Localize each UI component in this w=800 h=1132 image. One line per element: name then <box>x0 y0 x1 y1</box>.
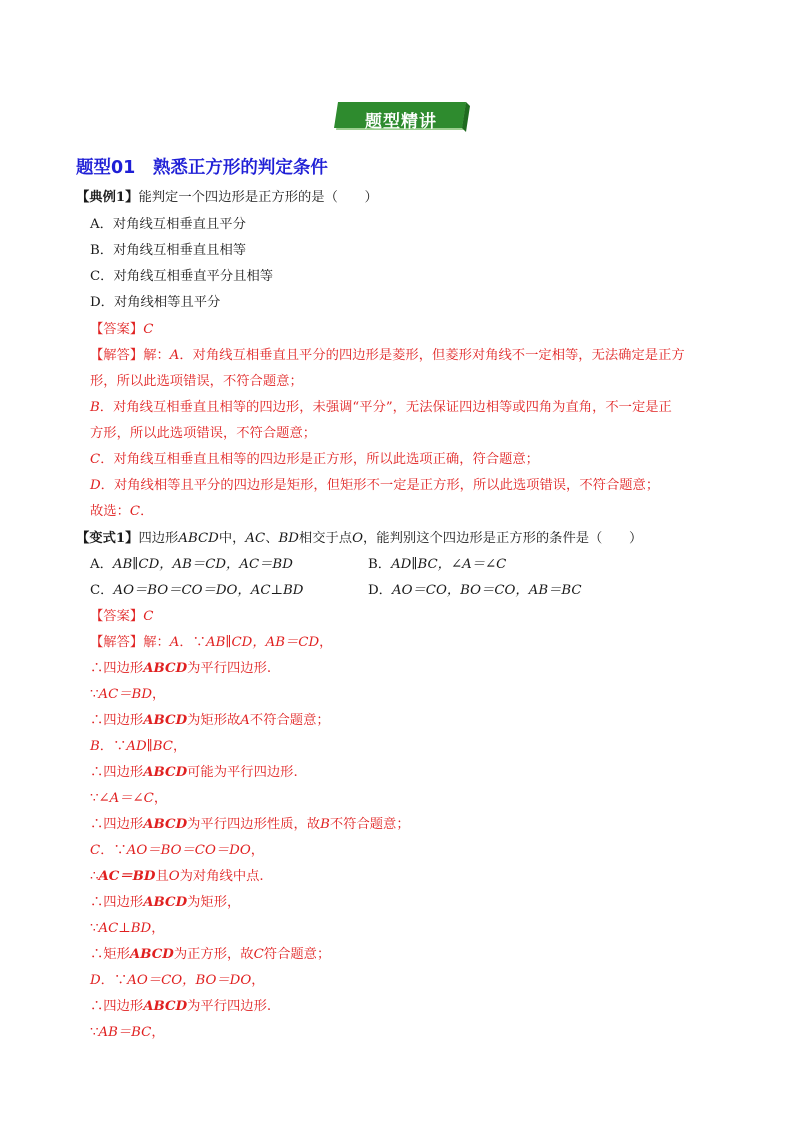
answer-tag: 【答案】 <box>90 322 144 337</box>
text: ∴四边形 <box>90 713 144 728</box>
text: O <box>168 869 180 884</box>
text: 为对角线中点. <box>179 869 264 884</box>
answer-value: C <box>143 322 154 337</box>
text: AB＝BC <box>98 1025 152 1040</box>
var-solution-2 <box>90 660 271 678</box>
text: 【答案】 <box>90 609 144 624</box>
var-solution-5 <box>90 738 186 756</box>
option-a: A．对角线互相垂直且平分 <box>90 217 246 232</box>
text: A <box>240 713 250 728</box>
text: 为平行四边形性质，故 <box>187 817 321 832</box>
text: ， <box>251 973 265 988</box>
text: ．∵ <box>100 973 128 988</box>
option-c: C．对角线互相垂直平分且相等 <box>90 269 274 284</box>
text: ， <box>151 1025 165 1040</box>
text: ，能判别这个四边形是正方形的条件是（ ） <box>363 531 643 546</box>
text: D． <box>368 583 392 598</box>
section-title: 题型01 熟悉正方形的判定条件 <box>76 158 328 178</box>
text: 故选： <box>90 504 130 519</box>
text: ．∵ <box>179 635 206 650</box>
text: ABCD <box>178 531 219 546</box>
var-option-d <box>368 582 582 600</box>
solution-line-3 <box>90 399 672 417</box>
text: ∴四边形 <box>90 817 144 832</box>
text: 【解答】 <box>90 635 144 650</box>
text: ∴ <box>90 869 99 884</box>
var-solution-6 <box>90 764 298 782</box>
solution-line-4: 方形，所以此选项错误，不符合题意； <box>90 426 317 441</box>
text: C <box>129 504 141 519</box>
text: 为矩形， <box>187 895 241 910</box>
text: ， <box>250 843 265 858</box>
variation-1-tag: 【变式1】 <box>76 531 139 546</box>
var-option-b <box>368 556 506 574</box>
solution-line-7 <box>90 503 153 521</box>
var-solution-12 <box>90 920 164 938</box>
text: ， <box>319 635 333 650</box>
text: ∴四边形 <box>90 895 144 910</box>
text: 相交于点 <box>298 531 353 546</box>
text: ∴四边形 <box>90 999 144 1014</box>
variation-1-question <box>76 530 642 548</box>
text: A <box>169 635 180 650</box>
text: D <box>90 973 101 988</box>
text: ．对角线相等且平分的四边形是矩形，但矩形不一定是正方形，所以此选项错误，不符合题意； <box>100 478 660 493</box>
example-1-tag: 【典例1】 <box>76 190 139 205</box>
var-solution-14 <box>90 972 265 990</box>
text: 、 <box>265 531 279 546</box>
text: 且 <box>155 869 169 884</box>
text: ．对角线互相垂直且相等的四边形，未强调“平分”，无法保证四边相等或四角为直角，不一定是正 <box>99 400 672 415</box>
text: AO＝CO，BO＝CO，AB＝BC <box>391 583 582 598</box>
option-d: D．对角线相等且平分 <box>90 295 221 310</box>
var-solution-10 <box>90 868 264 886</box>
text: 符合题意； <box>263 947 331 962</box>
text: AC＝BD <box>98 869 156 884</box>
text: A <box>169 348 180 363</box>
text: B <box>90 739 100 754</box>
text: AC⊥BD <box>98 921 152 936</box>
text: ABCD <box>143 661 188 676</box>
text: 不符合题意； <box>249 713 330 728</box>
text: 解： <box>143 635 170 650</box>
text: 解： <box>143 348 170 363</box>
text: ． <box>140 504 154 519</box>
text: ∠A＝∠C <box>98 791 154 806</box>
text: D <box>90 478 101 493</box>
text: AB∥CD，AB＝CD，AC＝BD <box>112 557 293 572</box>
var-solution-9 <box>90 842 264 860</box>
var-solution-16 <box>90 1024 165 1042</box>
text: C <box>143 609 154 624</box>
text: ∴四边形 <box>90 661 144 676</box>
text: ， <box>153 791 168 806</box>
solution-line-1 <box>90 347 685 365</box>
variation-1-answer <box>90 608 153 626</box>
text: AD∥BC，∠A＝∠C <box>391 557 507 572</box>
text: ∵ <box>90 687 99 702</box>
text: 为平行四边形. <box>187 999 272 1014</box>
text: O <box>352 531 364 546</box>
text: 不符合题意； <box>329 817 410 832</box>
text: AB∥CD，AB＝CD <box>205 635 320 650</box>
text: 为正方形，故 <box>173 947 254 962</box>
text: ABCD <box>143 817 188 832</box>
text: ABCD <box>129 947 174 962</box>
text: AC＝BD <box>98 687 152 702</box>
text: ， <box>151 687 166 702</box>
text: ∵ <box>90 791 99 806</box>
var-option-a <box>90 556 293 574</box>
text: AO＝BO＝CO＝DO，AC⊥BD <box>113 583 304 598</box>
var-option-c <box>90 582 303 600</box>
text: 可能为平行四边形. <box>187 765 298 780</box>
text: ∵ <box>90 921 99 936</box>
text: ABCD <box>143 765 188 780</box>
var-solution-4 <box>90 712 330 730</box>
text: B <box>90 400 100 415</box>
text: C <box>90 843 101 858</box>
text: ， <box>151 921 165 936</box>
text: B <box>320 817 330 832</box>
text: ∴四边形 <box>90 765 144 780</box>
text: ABCD <box>143 895 188 910</box>
text: ABCD <box>143 999 188 1014</box>
text: AC <box>245 531 266 546</box>
solution-tag: 【解答】 <box>90 348 144 363</box>
solution-line-5 <box>90 451 539 469</box>
banner-label: 题型精讲 <box>365 112 437 132</box>
var-solution-13 <box>90 946 330 964</box>
text: B． <box>368 557 392 572</box>
var-solution-3 <box>90 686 165 704</box>
example-1-answer <box>90 321 153 339</box>
text: ， <box>172 739 187 754</box>
text: 为平行四边形. <box>187 661 272 676</box>
text: ∴矩形 <box>90 947 130 962</box>
text: A． <box>90 557 113 572</box>
example-1-text: 能判定一个四边形是正方形的是（ ） <box>138 190 378 205</box>
var-solution-11 <box>90 894 240 912</box>
option-b: B．对角线互相垂直且相等 <box>90 243 247 258</box>
text: 四边形 <box>138 531 179 546</box>
text: BD <box>278 531 299 546</box>
var-solution-7 <box>90 790 167 808</box>
text: 为矩形故 <box>187 713 241 728</box>
solution-line-2: 形，所以此选项错误，不符合题意； <box>90 374 303 389</box>
section-banner <box>334 100 472 140</box>
text: ∵ <box>90 1025 99 1040</box>
var-solution-8 <box>90 816 410 834</box>
text: C <box>90 452 101 467</box>
example-1-question <box>76 189 378 207</box>
text: AD∥BC <box>126 739 173 754</box>
text: AO＝BO＝CO＝DO <box>126 843 251 858</box>
text: C <box>253 947 264 962</box>
solution-line-6 <box>90 477 659 495</box>
var-solution-15 <box>90 998 271 1016</box>
text: ．∵ <box>100 843 127 858</box>
text: ．对角线互相垂直且相等的四边形是正方形，所以此选项正确，符合题意； <box>100 452 539 467</box>
text: ．∵ <box>99 739 127 754</box>
text: ABCD <box>143 713 188 728</box>
text: AO＝CO，BO＝DO <box>127 973 252 988</box>
var-solution-1 <box>90 634 332 652</box>
text: ．对角线互相垂直且平分的四边形是菱形，但菱形对角线不一定相等，无法确定是正方 <box>179 348 685 363</box>
text: 中， <box>218 531 246 546</box>
text: C． <box>90 583 114 598</box>
